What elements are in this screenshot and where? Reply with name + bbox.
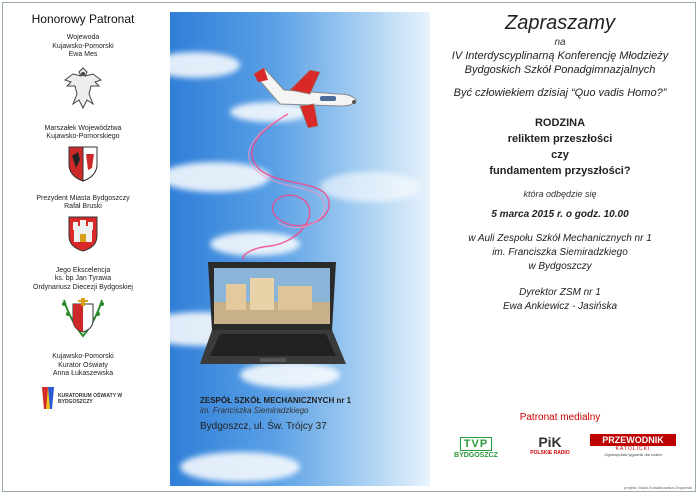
invitation-text: Zapraszamy na IV Interdyscyplinarną Konferencję Młodzieży Bydgoskich Szkół Ponadgimnazjalnych Być człowiekiem dzisiaj “Quo vadis Homo?” RODZINA reliktem przeszłości czy fundamentem przyszłości? która odbędzie się 5 marca 2015 r. o godz. 10.00 w Auli Zespołu Szkół Mechanicznych nr 1 im. Franciszka Siemiradzkiego w Bydgoszczy Dyrektor ZSM nr 1 Ewa Ankiewicz - Jasińska	[440, 12, 680, 314]
design-credit: projekt: Maria Kowalkowska-Ongoński	[624, 485, 692, 490]
laptop-icon	[198, 260, 348, 370]
honorary-patronage	[14, 12, 152, 413]
polish-eagle-emblem-icon	[63, 64, 103, 110]
event-date: 5 marca 2015 r. o godz. 10.00	[491, 209, 629, 220]
polskie-radio-pik-logo: PiK POLSKIE RADIO	[530, 434, 570, 456]
bishop-coat-of-arms-icon	[60, 296, 106, 338]
director-signature: Dyrektor ZSM nr 1 Ewa Ankiewicz - Jasińska	[502, 287, 618, 312]
school-patron: im. Franciszka Siemiradzkiego	[200, 406, 309, 415]
school-address: Bydgoszcz, ul. Św. Trójcy 37	[200, 421, 327, 432]
pink-swirl-trail	[200, 110, 340, 260]
patron-wojewoda: Wojewoda Kujawsko-Pomorski Ewa Mes	[52, 34, 114, 58]
conference-motto: Być człowiekiem dzisiaj “Quo vadis Homo?”	[453, 87, 667, 99]
event-place: w Auli Zespołu Szkół Mechanicznych nr 1 im. Franciszka Siemiradzkiego w Bydgoszczy	[468, 233, 652, 272]
media-label: Patronat medialny	[519, 412, 601, 423]
patron-prezydent: Prezydent Miasta Bydgoszczy Rafał Bruski	[36, 194, 130, 210]
bydgoszcz-coat-of-arms-icon	[68, 216, 98, 252]
conference-theme: RODZINA reliktem przeszłości czy fundamentem przyszłości?	[489, 117, 631, 177]
patron-kurator: Kujawsko-Pomorski Kurator Oświaty Anna Łukaszewska	[52, 353, 114, 377]
media-patronage	[440, 412, 680, 459]
conference-name: IV Interdyscyplinarną Konferencję Młodzieży Bydgoskich Szkół Ponadgimnazjalnych	[451, 50, 669, 76]
school-name: ZESPÓŁ SZKÓŁ MECHANICZNYCH nr 1	[200, 396, 352, 405]
tvp-bydgoszcz-logo: TVP BYDGOSZCZ	[454, 438, 498, 459]
kuratorium-flag-icon	[40, 385, 56, 411]
patron-marszalek: Marszałek Województwa Kujawsko-Pomorskiego	[44, 124, 122, 140]
patronage-heading: Honorowy Patronat	[31, 12, 135, 26]
kujawsko-pomorskie-coat-of-arms-icon	[68, 146, 98, 182]
invitation-title: Zapraszamy	[504, 12, 616, 34]
przewodnik-katolicki-logo: PRZEWODNIK KATOLICKI Ogólnopolski tygodnik dla rodzin	[590, 434, 676, 464]
school-info	[200, 396, 420, 432]
kuratorium-logo: KURATORIUM OŚWIATY W BYDGOSZCZY	[40, 385, 126, 413]
patron-bishop: Jego Ekscelencja ks. bp Jan Tyrawa Ordynariusz Diecezji Bydgoskiej	[33, 266, 133, 291]
